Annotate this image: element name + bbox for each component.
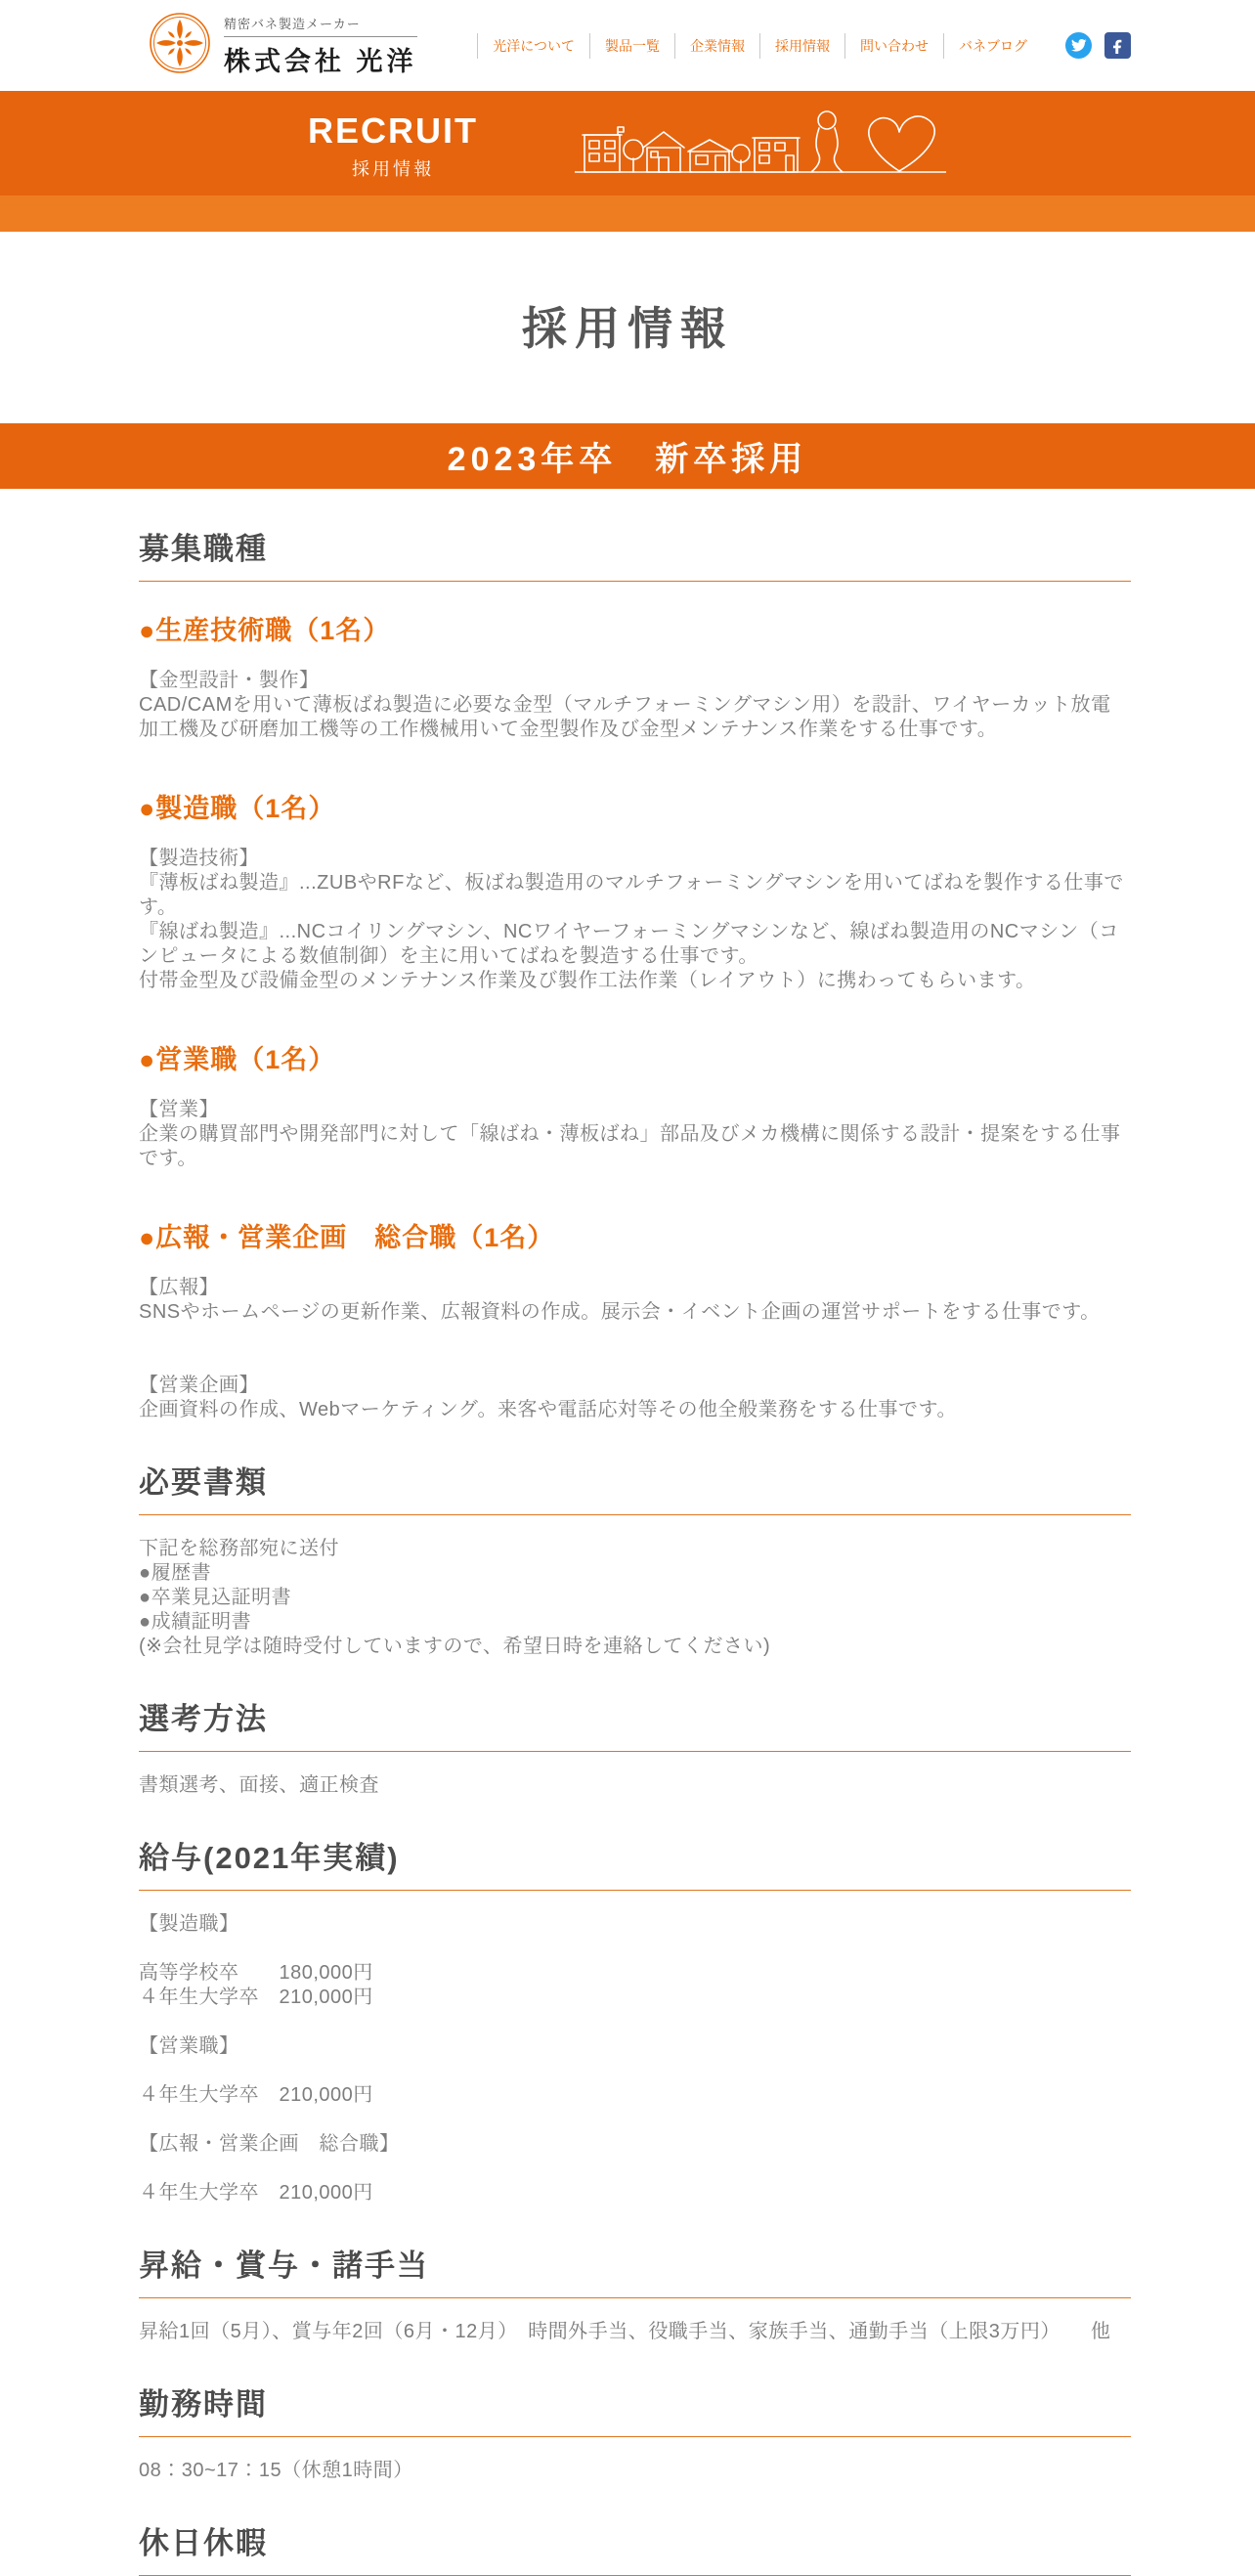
text-line: 【営業】 <box>139 1099 219 1120</box>
hero-title <box>285 91 500 196</box>
text-line: 高等学校卒 180,000円 <box>139 1962 373 1984</box>
content-section <box>139 1841 1131 2205</box>
content-section <box>139 1465 1131 1659</box>
koyo-flower-emblem-icon <box>149 12 211 79</box>
page-title: 採用情報 <box>522 303 733 354</box>
section-heading: 募集職種 <box>139 532 1131 582</box>
content-section <box>139 2249 1131 2344</box>
nav-item-1[interactable]: 製品一覧 <box>589 33 674 59</box>
nav-item-3[interactable]: 採用情報 <box>759 33 844 59</box>
section-heading: 必要書類 <box>139 1465 1131 1515</box>
text-line: ４年生大学卒 210,000円 <box>139 1987 373 2008</box>
text-line: 下記を総務部宛に送付 <box>139 1538 339 1559</box>
section-heading: 選考方法 <box>139 1702 1131 1752</box>
text-line: 【営業職】 <box>139 2035 239 2057</box>
section-heading: 昇給・賞与・諸手当 <box>139 2249 1131 2298</box>
header-right <box>477 32 1131 59</box>
text-line: 【製造技術】 <box>139 848 259 869</box>
text-line: 【広報・営業企画 総合職】 <box>139 2133 400 2155</box>
section-heading: 休日休暇 <box>139 2526 1131 2576</box>
text-line: ４年生大学卒 210,000円 <box>139 2084 373 2106</box>
text-line: 【営業企画】 <box>139 1375 259 1396</box>
hero-title-en: RECRUIT <box>308 110 478 151</box>
text-line: SNSやホームページの更新作業、広報資料の作成。展示会・イベント企画の運営サポートをする仕事です。 <box>139 1301 1101 1323</box>
paragraph <box>139 847 1131 993</box>
logo-text <box>224 14 417 78</box>
text-line: 【製造職】 <box>139 1913 239 1935</box>
text-line: 企業の購買部門や開発部門に対して「線ばね・薄板ばね」部品及びメカ機構に関係する設計・提案をする仕事です。 <box>139 1123 1121 1169</box>
job-title: ●広報・営業企画 総合職（1名） <box>139 1223 555 1252</box>
paragraph <box>139 1537 1131 1659</box>
logo-tagline: 精密バネ製造メーカー <box>224 14 417 37</box>
content-section <box>139 2387 1131 2483</box>
section-heading: 勤務時間 <box>139 2387 1131 2437</box>
nav-item-0[interactable]: 光洋について <box>477 33 589 59</box>
text-line: 昇給1回（5月）、賞与年2回（6月・12月） 時間外手当、役職手当、家族手当、通勤手当（上限3万円） 他 <box>139 2321 1111 2342</box>
sections <box>139 532 1131 2576</box>
paragraph <box>139 1276 1131 1422</box>
twitter-bird-icon[interactable] <box>1065 32 1092 59</box>
text-line: ●卒業見込証明書 <box>139 1587 292 1608</box>
text-line: ４年生大学卒 210,000円 <box>139 2182 373 2204</box>
logo-company-name: 株式会社 光洋 <box>224 46 417 76</box>
paragraph <box>139 669 1131 742</box>
paragraph <box>139 2459 1131 2483</box>
text-line: 付帯金型及び設備金型のメンテナンス作業及び製作工法作業（レイアウト）に携わってもらいます。 <box>139 970 1036 991</box>
hero-main-band <box>0 91 1255 196</box>
text-line: ●履歴書 <box>139 1562 212 1584</box>
nav-menu <box>477 33 1042 59</box>
text-line: ●成績証明書 <box>139 1611 252 1633</box>
nav-item-2[interactable]: 企業情報 <box>674 33 759 59</box>
paragraph <box>139 2320 1131 2344</box>
paragraph <box>139 1773 1131 1798</box>
section-heading: 給与(2021年実績) <box>139 1841 1131 1891</box>
job-title: ●生産技術職（1名） <box>139 616 391 645</box>
job-title: ●製造職（1名） <box>139 794 336 823</box>
text-line: 【金型設計・製作】 <box>139 670 320 691</box>
facebook-f-icon[interactable] <box>1104 32 1131 59</box>
job-title: ●営業職（1名） <box>139 1045 336 1074</box>
text-line: (※会社見学は随時受付していますので、希望日時を連絡してください) <box>139 1636 771 1657</box>
townscape-heart-illustration <box>575 91 946 194</box>
site-header <box>0 0 1255 91</box>
recruit-year-banner: 2023年卒 新卒採用 <box>0 423 1255 489</box>
content-section <box>139 2526 1131 2576</box>
hero-strip-band <box>0 196 1255 232</box>
hero-title-ja: 採用情報 <box>352 159 434 179</box>
text-line: 『薄板ばね製造』...ZUBやRFなど、板ばね製造用のマルチフォーミングマシンを用いてばねを製作する仕事です。 <box>139 872 1124 918</box>
hero-banner <box>0 91 1255 232</box>
company-logo[interactable] <box>149 12 417 79</box>
content-section <box>139 532 1131 1422</box>
content-section <box>139 1702 1131 1798</box>
text-line: 08：30~17：15（休憩1時間） <box>139 2460 413 2481</box>
social-links <box>1065 32 1131 59</box>
text-line: 『線ばね製造』...NCコイリングマシン、NCワイヤーフォーミングマシンなど、線ばね製造用のNCマシン（コンピュータによる数値制御）を主に用いてばねを製造する仕事です。 <box>139 921 1119 967</box>
paragraph <box>139 1098 1131 1171</box>
text-line: 企画資料の作成、Webマーケティング。来客や電話応対等その他全般業務をする仕事です。 <box>139 1399 957 1420</box>
text-line: 【広報】 <box>139 1277 219 1298</box>
text-line: CAD/CAMを用いて薄板ばね製造に必要な金型（マルチフォーミングマシン用）を設計、ワイヤーカット放電加工機及び研磨加工機等の工作機械用いて金型製作及び金型メンテナンス作業をする仕事です。 <box>139 694 1111 740</box>
text-line: 書類選考、面接、適正検査 <box>139 1774 379 1796</box>
nav-item-5[interactable]: バネブログ <box>943 33 1042 59</box>
nav-item-4[interactable]: 問い合わせ <box>844 33 943 59</box>
paragraph <box>139 1912 1131 2205</box>
